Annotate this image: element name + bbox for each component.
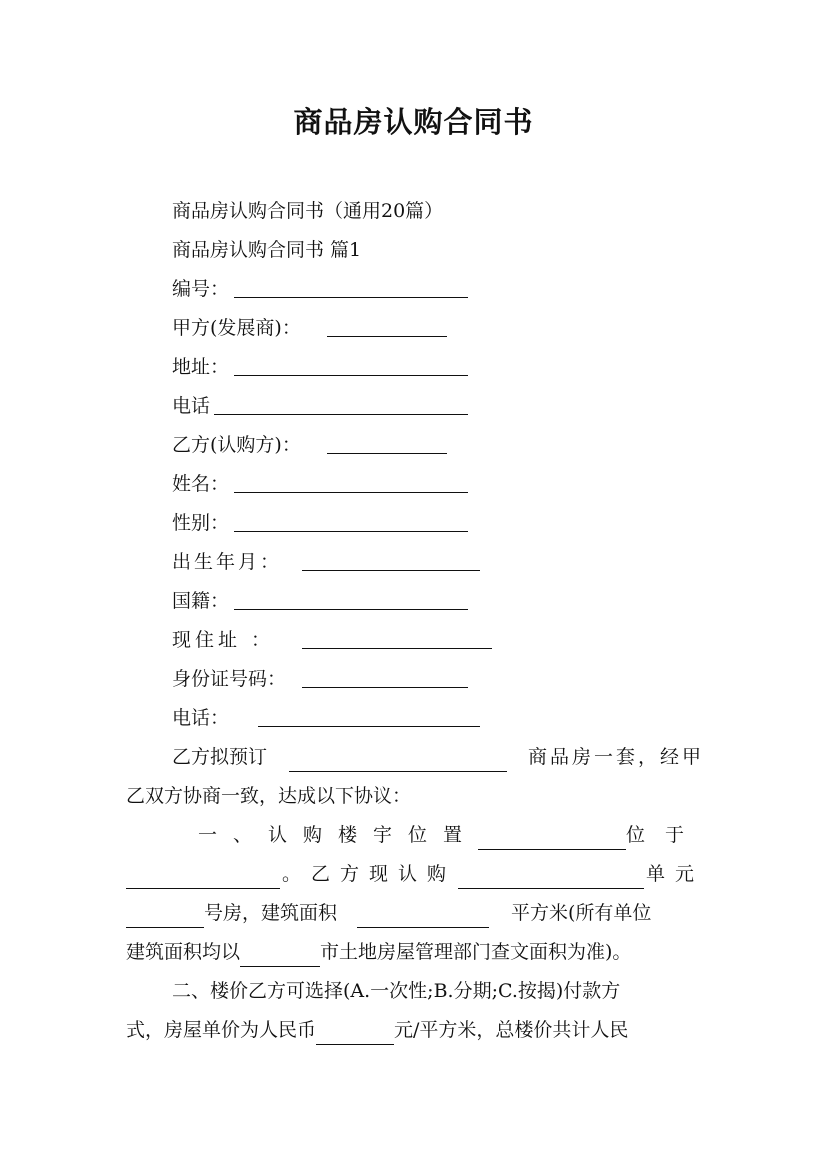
paragraph-1-line-1 bbox=[126, 742, 704, 772]
field-birth-blank bbox=[302, 570, 480, 571]
clause-1-line-3 bbox=[126, 898, 704, 928]
field-gender-label: 性别： bbox=[172, 512, 230, 534]
p1-blank bbox=[289, 749, 507, 772]
field-residence-blank bbox=[302, 648, 492, 649]
c1-blank-3 bbox=[458, 866, 644, 889]
c1-blank-6 bbox=[240, 944, 320, 967]
field-nationality-blank bbox=[234, 609, 468, 610]
field-party-b-label: 乙方(认购方)： bbox=[172, 434, 301, 456]
c2-text-a: 二、楼价乙方可选择(A.一次性;B.分期;C.按揭)付款方 bbox=[172, 980, 621, 1002]
field-phone2-label: 电话： bbox=[172, 707, 230, 729]
c1-label: 一、认购楼宇位置 bbox=[198, 824, 479, 846]
c1-text-c: 。乙方现认购 bbox=[281, 863, 456, 885]
c2-text-b: 式，房屋单价为人民币 bbox=[126, 1019, 317, 1041]
field-phone-label: 电话 bbox=[172, 395, 211, 417]
c1-blank-4 bbox=[126, 905, 204, 928]
c1-blank-5 bbox=[357, 905, 489, 928]
c1-blank-2 bbox=[126, 866, 280, 889]
clause-1-line-2 bbox=[126, 859, 704, 889]
c1-text-e: 号房，建筑面积 bbox=[204, 902, 338, 924]
p1-text-c: 乙双方协商一致，达成以下协议： bbox=[126, 785, 412, 807]
clause-1-line-1 bbox=[126, 820, 704, 850]
field-residence-label: 现住址 ： bbox=[172, 629, 275, 651]
clause-1-line-4 bbox=[126, 937, 704, 967]
field-id-blank bbox=[302, 687, 468, 688]
p1-text-b: 商品房一套，经甲 bbox=[527, 746, 704, 768]
subtitle: 商品房认购合同书（通用20篇） bbox=[172, 200, 444, 222]
field-address-label: 地址： bbox=[172, 356, 230, 378]
field-name-label: 姓名： bbox=[172, 473, 230, 495]
clause-2-line-2 bbox=[126, 1015, 704, 1045]
field-phone2-blank bbox=[258, 726, 480, 727]
p1-text-a: 乙方拟预订 bbox=[172, 746, 268, 768]
section-heading: 商品房认购合同书 篇1 bbox=[172, 239, 362, 261]
field-address-blank bbox=[234, 375, 468, 376]
c1-text-g: 建筑面积均以 bbox=[126, 941, 241, 963]
c2-blank-1 bbox=[316, 1022, 394, 1045]
field-party-a-blank bbox=[327, 336, 447, 337]
c1-text-h: 市土地房屋管理部门查文面积为准)。 bbox=[320, 941, 632, 963]
field-party-a-label: 甲方(发展商)： bbox=[172, 317, 301, 339]
field-number-blank bbox=[234, 297, 468, 298]
c1-text-f: 平方米(所有单位 bbox=[511, 902, 652, 924]
field-party-b-blank bbox=[327, 453, 447, 454]
field-phone-blank bbox=[214, 414, 468, 415]
document-title: 商品房认购合同书 bbox=[293, 105, 534, 139]
field-number-label: 编号： bbox=[172, 278, 230, 300]
field-gender-blank bbox=[234, 531, 468, 532]
field-birth-label: 出生年月： bbox=[172, 551, 283, 573]
c2-text-c: 元/平方米，总楼价共计人民 bbox=[394, 1019, 629, 1041]
field-id-label: 身份证号码： bbox=[172, 668, 287, 690]
c1-blank-1 bbox=[478, 827, 626, 850]
field-name-blank bbox=[234, 492, 468, 493]
c1-text-d: 单元 bbox=[645, 863, 704, 885]
field-nationality-label: 国籍： bbox=[172, 590, 230, 612]
c1-text-b: 位于 bbox=[625, 824, 704, 846]
